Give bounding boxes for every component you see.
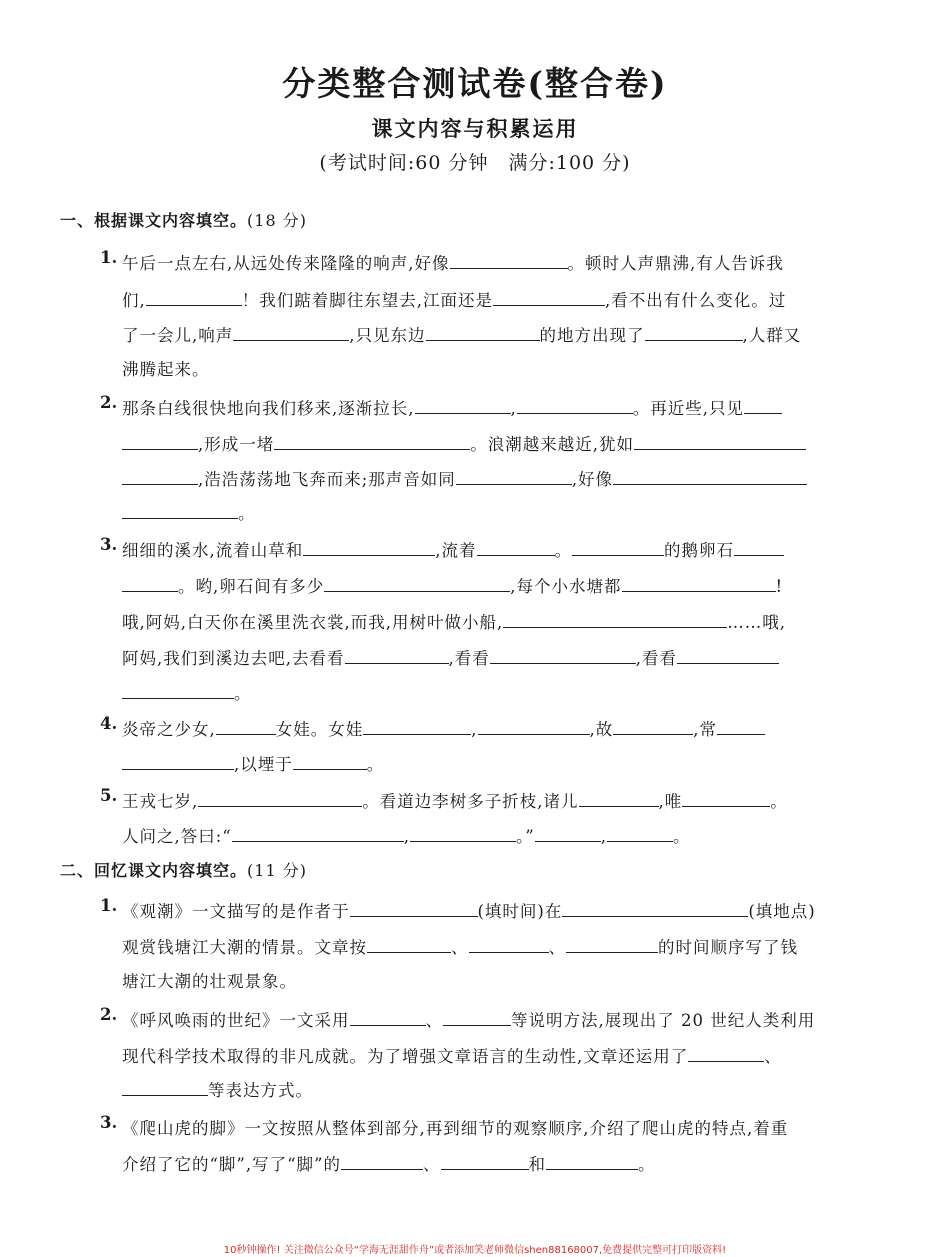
blank[interactable] bbox=[410, 823, 516, 842]
blank[interactable] bbox=[293, 751, 367, 770]
blank[interactable] bbox=[122, 500, 238, 519]
s1-q2-line4: 。 bbox=[122, 500, 256, 524]
blank[interactable] bbox=[122, 751, 234, 770]
s1-q2-number: 2. bbox=[100, 393, 118, 412]
s2-q1-line1: 《观潮》一文描写的是作者于 (填时间)在 (填地点) bbox=[122, 898, 816, 922]
blank[interactable] bbox=[682, 788, 770, 807]
s1-q3-number: 3. bbox=[100, 535, 118, 554]
s1-q3-line5: 。 bbox=[122, 680, 252, 704]
blank[interactable] bbox=[613, 466, 807, 485]
s1-q4-line2: ,以堙于 。 bbox=[122, 751, 384, 775]
blank[interactable] bbox=[303, 537, 435, 556]
s2-q1-number: 1. bbox=[100, 896, 118, 915]
blank[interactable] bbox=[274, 431, 470, 450]
blank[interactable] bbox=[607, 823, 673, 842]
s1-q3-line2: 。哟,卵石间有多少 ,每个小水塘都 ! bbox=[122, 573, 783, 597]
s1-q5-number: 5. bbox=[100, 786, 118, 805]
exam-info: (考试时间:60 分钟 满分:100 分) bbox=[319, 152, 631, 174]
blank[interactable] bbox=[367, 934, 451, 953]
s1-q2-line2: ,形成一堵 。浪潮越来越近,犹如 bbox=[122, 431, 806, 455]
blank[interactable] bbox=[734, 537, 784, 556]
blank[interactable] bbox=[535, 823, 601, 842]
blank[interactable] bbox=[456, 466, 572, 485]
blank[interactable] bbox=[517, 395, 633, 414]
section2-score: (11 分) bbox=[247, 861, 307, 880]
section2-heading: 二、回忆课文内容填空。(11 分) bbox=[60, 861, 307, 880]
blank[interactable] bbox=[562, 898, 748, 917]
s1-q5-line1: 王戎七岁, 。看道边李树多子折枝,诸儿 ,唯 。 bbox=[122, 788, 788, 812]
s1-q1-line3: 了一会儿,响声 ,只见东边 的地方出现了 ,人群又 bbox=[122, 322, 801, 346]
s2-q1-line3: 塘江大潮的壮观景象。 bbox=[122, 972, 297, 991]
s1-q1-line1: 午后一点左右,从远处传来隆隆的响声,好像 。顿时人声鼎沸,有人告诉我 bbox=[122, 250, 784, 274]
blank[interactable] bbox=[469, 934, 549, 953]
blank[interactable] bbox=[350, 898, 478, 917]
blank[interactable] bbox=[122, 466, 198, 485]
s1-q3-line1: 细细的溪水,流着山草和 ,流着 。 的鹅卵石 bbox=[122, 537, 784, 561]
blank[interactable] bbox=[677, 645, 779, 664]
section1-heading: 一、根据课文内容填空。(18 分) bbox=[60, 211, 307, 230]
blank[interactable] bbox=[744, 395, 782, 414]
page-title: 分类整合测试卷(整合卷) bbox=[282, 64, 668, 103]
blank[interactable] bbox=[363, 716, 471, 735]
s2-q1-line2: 观赏钱塘江大潮的情景。文章按 、 、 的时间顺序写了钱 bbox=[122, 934, 798, 958]
blank[interactable] bbox=[232, 823, 404, 842]
blank[interactable] bbox=[426, 322, 540, 341]
blank[interactable] bbox=[566, 934, 658, 953]
blank[interactable] bbox=[122, 573, 178, 592]
s1-q4-number: 4. bbox=[100, 714, 118, 733]
blank[interactable] bbox=[350, 1007, 426, 1026]
s1-q2-line1: 那条白线很快地向我们移来,逐渐拉长, , 。再近些,只见 bbox=[122, 395, 782, 419]
blank[interactable] bbox=[613, 716, 693, 735]
blank[interactable] bbox=[579, 788, 659, 807]
blank[interactable] bbox=[717, 716, 765, 735]
s1-q2-line3: ,浩浩荡荡地飞奔而来;那声音如同 ,好像 bbox=[122, 466, 807, 490]
blank[interactable] bbox=[546, 1151, 638, 1170]
s1-q4-line1: 炎帝之少女, 女娃。女娃 , ,故 ,常 bbox=[122, 716, 765, 740]
blank[interactable] bbox=[572, 537, 664, 556]
s1-q5-line2: 人问之,答曰:“ , 。” , 。 bbox=[122, 823, 690, 847]
s2-q2-line3: 等表达方式。 bbox=[122, 1077, 313, 1101]
blank[interactable] bbox=[634, 431, 806, 450]
s2-q2-number: 2. bbox=[100, 1005, 118, 1024]
blank[interactable] bbox=[216, 716, 276, 735]
blank[interactable] bbox=[450, 250, 568, 269]
s2-q2-line1: 《呼风唤雨的世纪》一文采用 、 等说明方法,展现出了 20 世纪人类利用 bbox=[122, 1007, 815, 1031]
blank[interactable] bbox=[645, 322, 743, 341]
blank[interactable] bbox=[122, 680, 234, 699]
blank[interactable] bbox=[503, 609, 727, 628]
blank[interactable] bbox=[146, 287, 242, 306]
blank[interactable] bbox=[233, 322, 349, 341]
blank[interactable] bbox=[415, 395, 511, 414]
s1-q1-line4: 沸腾起来。 bbox=[122, 360, 210, 379]
blank[interactable] bbox=[490, 645, 636, 664]
s2-q3-line2: 介绍了它的“脚”,写了“脚”的 、 和 。 bbox=[122, 1151, 656, 1175]
section1-score: (18 分) bbox=[247, 211, 307, 230]
blank[interactable] bbox=[688, 1043, 764, 1062]
s2-q2-line2: 现代科学技术取得的非凡成就。为了增强文章语言的生动性,文章还运用了 、 bbox=[122, 1043, 782, 1067]
page-subtitle: 课文内容与积累运用 bbox=[371, 116, 579, 141]
blank[interactable] bbox=[122, 431, 198, 450]
s1-q3-line3: 哦,阿妈,白天你在溪里洗衣裳,而我,用树叶做小船, ……哦, bbox=[122, 609, 786, 633]
s1-q1-number: 1. bbox=[100, 248, 118, 267]
s1-q3-line4: 阿妈,我们到溪边去吧,去看看 ,看看 ,看看 bbox=[122, 645, 779, 669]
blank[interactable] bbox=[198, 788, 362, 807]
s2-q3-number: 3. bbox=[100, 1113, 118, 1132]
blank[interactable] bbox=[122, 1077, 208, 1096]
blank[interactable] bbox=[443, 1007, 511, 1026]
blank[interactable] bbox=[478, 716, 590, 735]
blank[interactable] bbox=[477, 537, 555, 556]
s1-q1-line2: 们, ！我们踮着脚往东望去,江面还是 ,看不出有什么变化。过 bbox=[122, 287, 786, 311]
footer-notice: 10秒钟操作! 关注微信公众号“学海无涯甜作舟”或者添加笑老师微信shen88168007,免费提供完整可打印版资料! bbox=[223, 1245, 727, 1256]
s2-q3-line1: 《爬山虎的脚》一文按照从整体到部分,再到细节的观察顺序,介绍了爬山虎的特点,着重 bbox=[122, 1119, 789, 1138]
blank[interactable] bbox=[341, 1151, 423, 1170]
blank[interactable] bbox=[493, 287, 605, 306]
blank[interactable] bbox=[622, 573, 776, 592]
blank[interactable] bbox=[324, 573, 510, 592]
blank[interactable] bbox=[441, 1151, 529, 1170]
blank[interactable] bbox=[345, 645, 449, 664]
